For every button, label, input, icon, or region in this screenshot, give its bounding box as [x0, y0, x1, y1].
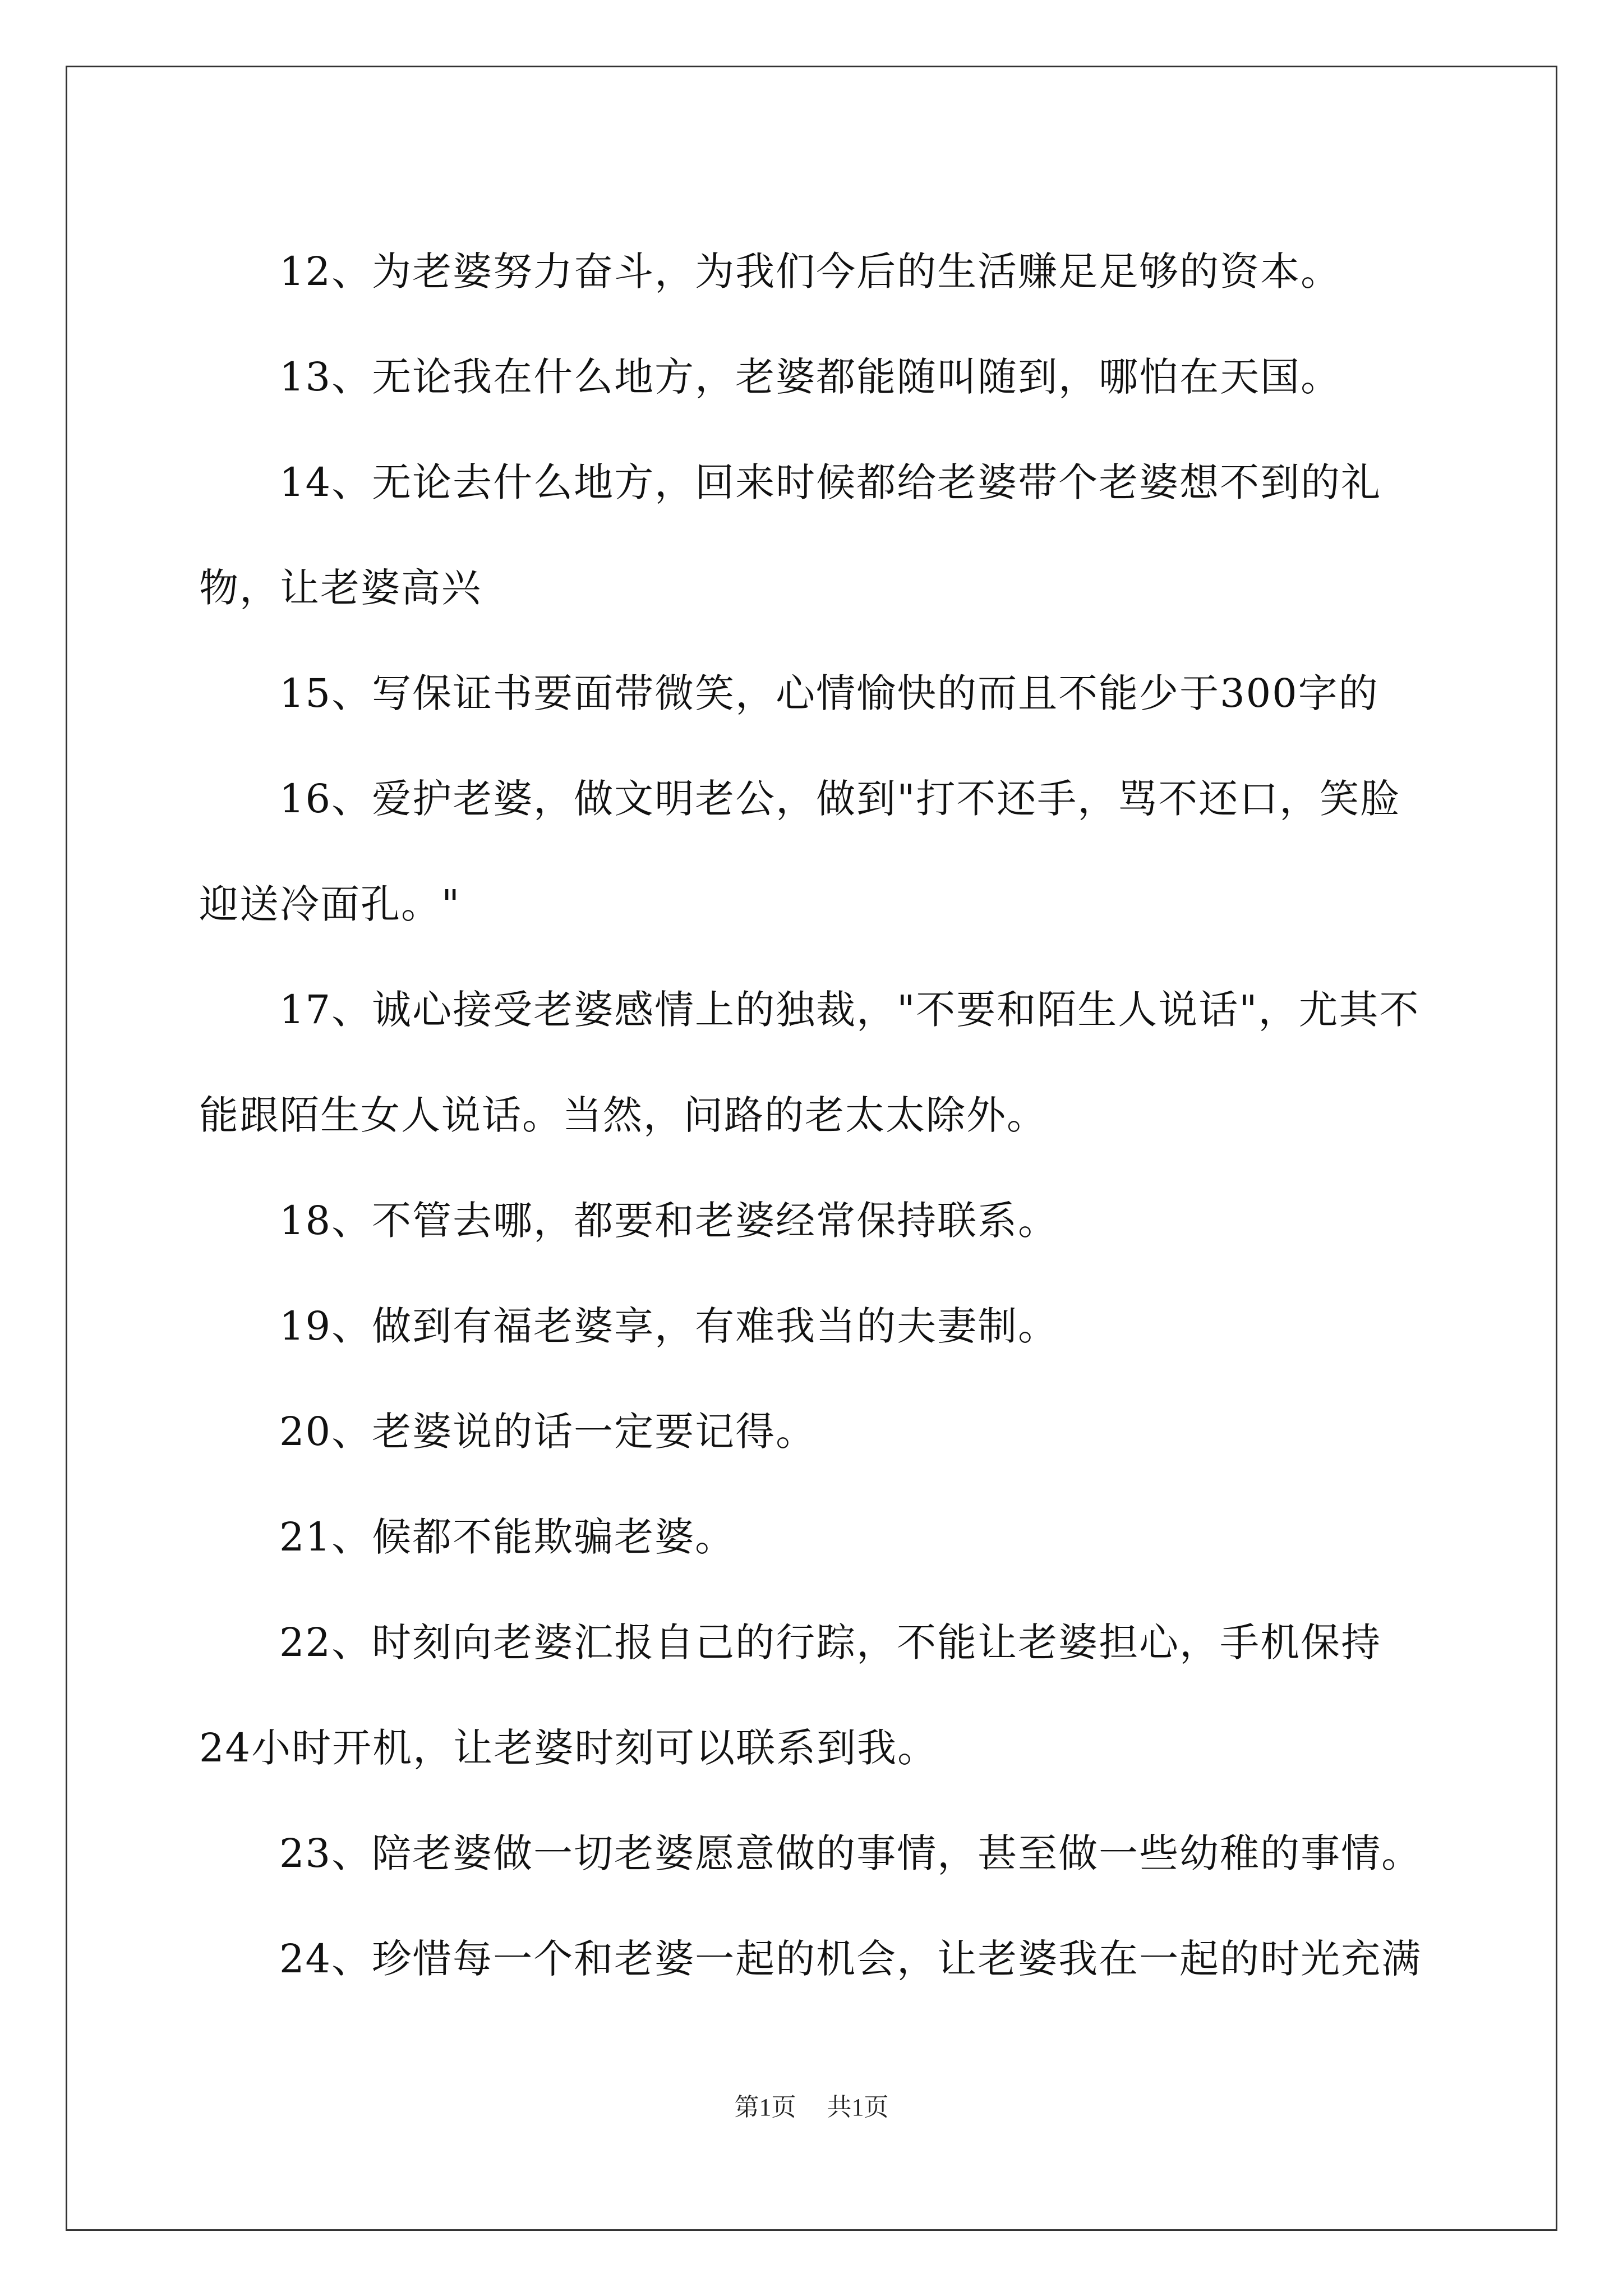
paragraph-18: 18、不管去哪，都要和老婆经常保持联系。 [279, 1198, 1059, 1244]
page-total: 共1页 [827, 2093, 889, 2121]
paragraph-23: 23、陪老婆做一切老婆愿意做的事情，甚至做一些幼稚的事情。 [279, 1830, 1422, 1876]
document-body [199, 219, 1433, 2012]
paragraph-24: 24、珍惜每一个和老婆一起的机会，让老婆我在一起的时光充满 [279, 1936, 1422, 1982]
paragraph-20: 20、老婆说的话一定要记得。 [279, 1409, 817, 1455]
paragraph-15: 15、写保证书要面带微笑，心情愉快的而且不能少于300字的 [279, 670, 1379, 716]
paragraph-17: 17、诚心接受老婆感情上的独裁，"不要和陌生人说话"，尤其不能跟陌生女人说话。当然，问路的老太太除外。 [199, 987, 1420, 1138]
paragraph-14: 14、无论去什么地方，回来时候都给老婆带个老婆想不到的礼物，让老婆高兴 [199, 459, 1382, 611]
paragraph-22: 22、时刻向老婆汇报自己的行踪，不能让老婆担心，手机保持24小时开机，让老婆时刻可以联系到我。 [199, 1619, 1382, 1771]
paragraph-19: 19、做到有福老婆享，有难我当的夫妻制。 [279, 1303, 1059, 1349]
paragraph-16: 16、爱护老婆，做文明老公，做到"打不还手，骂不还口，笑脸迎送冷面孔。" [199, 776, 1401, 927]
page-footer [0, 2087, 1623, 2123]
paragraph-21: 21、候都不能欺骗老婆。 [279, 1514, 736, 1560]
paragraph-12: 12、为老婆努力奋斗，为我们今后的生活赚足足够的资本。 [279, 249, 1341, 295]
page-number: 第1页 [734, 2093, 796, 2121]
paragraph-13: 13、无论我在什么地方，老婆都能随叫随到，哪怕在天国。 [279, 354, 1341, 400]
